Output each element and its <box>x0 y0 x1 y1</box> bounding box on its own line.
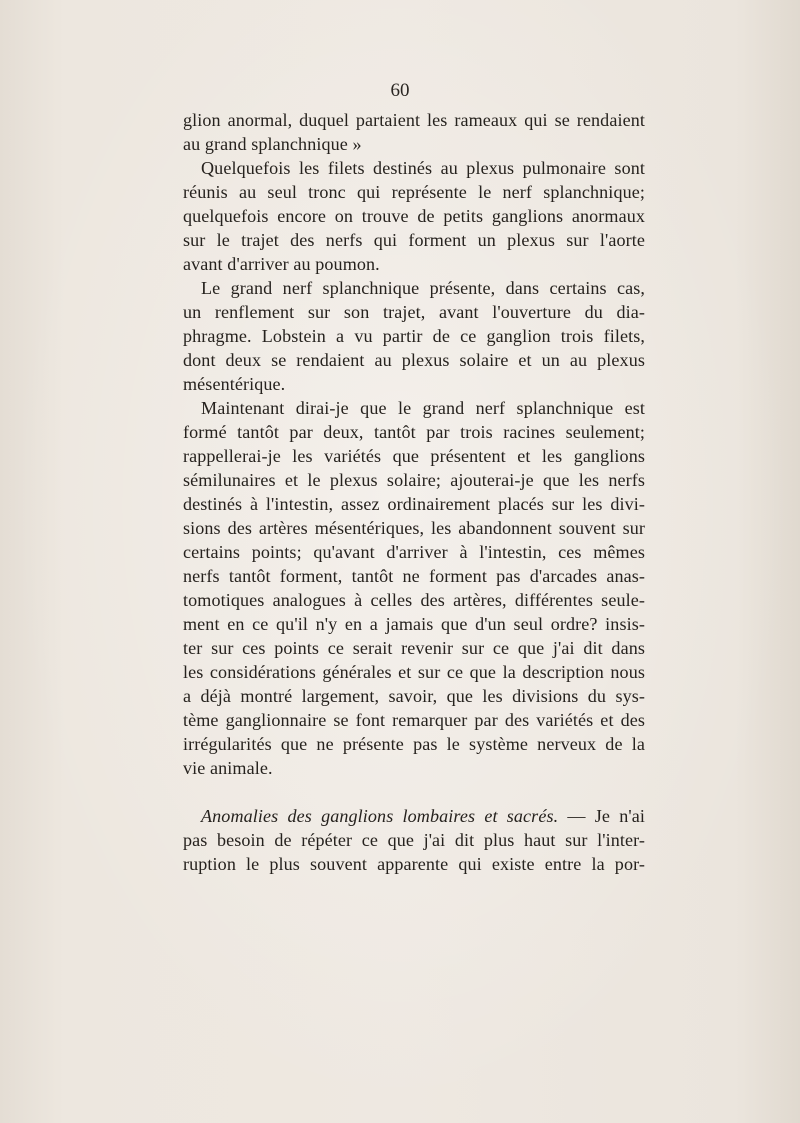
page-number: 60 <box>390 80 410 101</box>
body-text <box>183 108 645 876</box>
text-line: les considérations générales et sur ce que la description nous <box>183 662 645 682</box>
paragraph-gap <box>183 780 645 804</box>
text-line: vie animale. <box>183 758 273 778</box>
text-line: pas besoin de répéter ce que j'ai dit plus haut sur l'inter- <box>183 830 645 850</box>
section-heading: Anomalies des ganglions lombaires et sacrés. <box>201 806 559 826</box>
text-line: rappellerai-je les variétés que présentent et les ganglions <box>183 446 645 466</box>
text-line: ment en ce qu'il n'y en a jamais que d'un seul ordre? insis- <box>183 614 645 634</box>
text-line: a déjà montré largement, savoir, que les divisions du sys- <box>183 686 645 706</box>
text-line: Maintenant dirai-je que le grand nerf splanchnique est <box>201 398 645 418</box>
text-line: sur le trajet des nerfs qui forment un plexus sur l'aorte <box>183 230 645 250</box>
text-line: quelquefois encore on trouve de petits ganglions anormaux <box>183 206 645 226</box>
text-line: tomotiques analogues à celles des artères, différentes seule- <box>183 590 645 610</box>
text-line: mésentérique. <box>183 374 286 394</box>
text-line: avant d'arriver au poumon. <box>183 254 380 274</box>
text-line: sémilunaires et le plexus solaire; ajouterai-je que les nerfs <box>183 470 645 490</box>
text-line: nerfs tantôt forment, tantôt ne forment pas d'arcades anas- <box>183 566 645 586</box>
text-line: ter sur ces points ce serait revenir sur ce que j'ai dit dans <box>183 638 645 658</box>
text-line: Le grand nerf splanchnique présente, dans certains cas, <box>201 278 645 298</box>
section-heading-line <box>183 804 645 828</box>
text-line: dont deux se rendaient au plexus solaire et un au plexus <box>183 350 645 370</box>
text-line: destinés à l'intestin, assez ordinairement placés sur les divi- <box>183 494 645 514</box>
text-line: Quelquefois les filets destinés au plexus pulmonaire sont <box>201 158 645 178</box>
text-line: formé tantôt par deux, tantôt par trois racines seulement; <box>183 422 645 442</box>
text-line: un renflement sur son trajet, avant l'ouverture du dia- <box>183 302 645 322</box>
text-line: sions des artères mésentériques, les abandonnent souvent sur <box>183 518 645 538</box>
text-line: ruption le plus souvent apparente qui existe entre la por- <box>183 854 645 874</box>
text-line: glion anormal, duquel partaient les rameaux qui se rendaient <box>183 110 645 130</box>
text-line: irrégularités que ne présente pas le système nerveux de la <box>183 734 645 754</box>
text-line: au grand splanchnique » <box>183 134 362 154</box>
text-line: tème ganglionnaire se font remarquer par des variétés et des <box>183 710 645 730</box>
text-line: phragme. Lobstein a vu partir de ce ganglion trois filets, <box>183 326 645 346</box>
text-line: réunis au seul tronc qui représente le nerf splanchnique; <box>183 182 645 202</box>
text-line-rest: — Je n'ai <box>567 806 645 826</box>
text-line: certains points; qu'avant d'arriver à l'intestin, ces mêmes <box>183 542 645 562</box>
